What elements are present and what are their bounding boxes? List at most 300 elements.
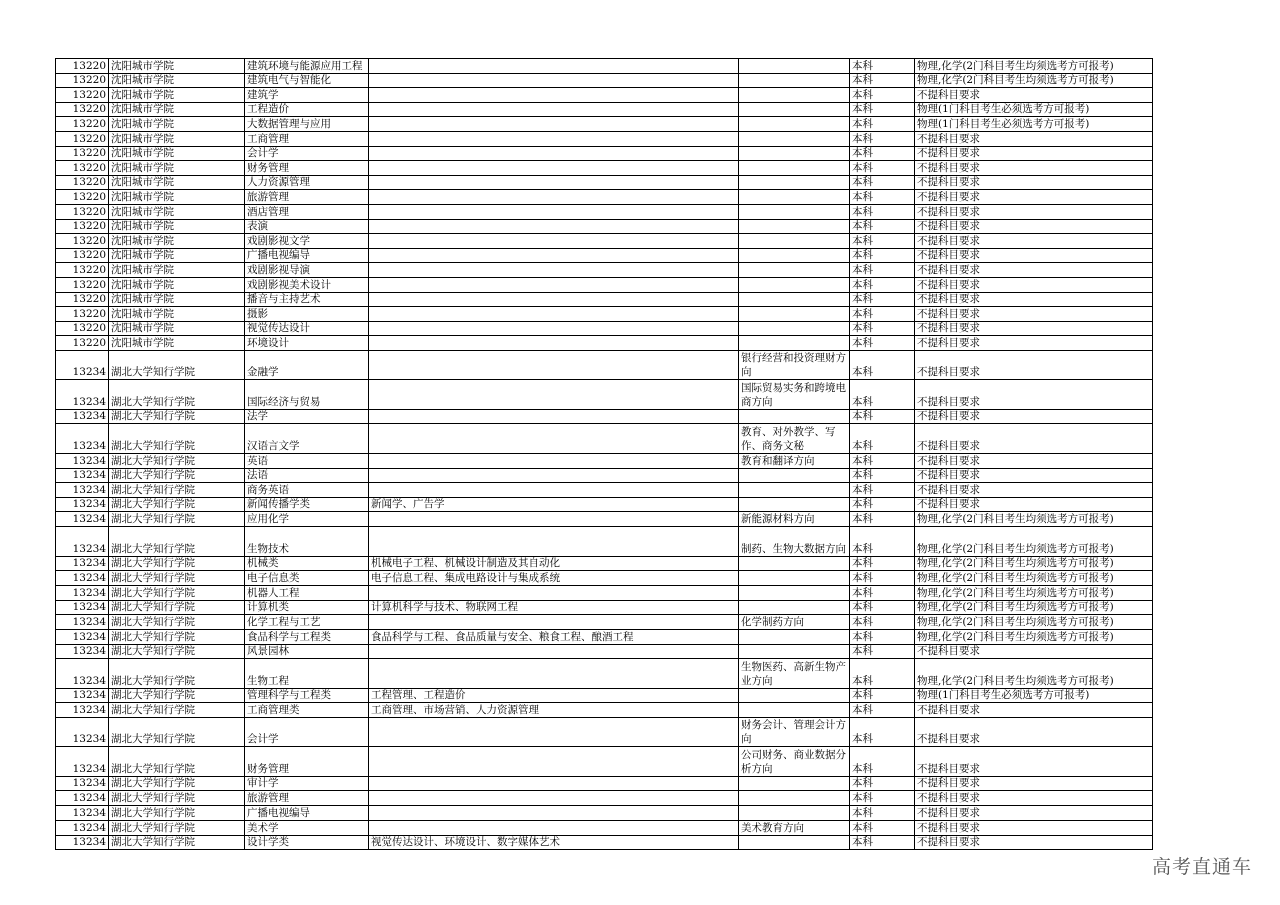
cell-level: 本科 [850, 307, 915, 322]
cell-major-name: 摄影 [245, 307, 369, 322]
cell-school-code: 13234 [56, 688, 109, 703]
cell-direction [739, 59, 850, 74]
cell-school-code: 13220 [56, 190, 109, 205]
cell-subject-requirement: 物理,化学(2门科目考生均须选考方可报考) [915, 59, 1153, 74]
cell-major-name: 工商管理类 [245, 703, 369, 718]
table-row [56, 615, 1153, 630]
cell-direction [739, 571, 850, 586]
cell-included-majors [369, 204, 739, 219]
cell-school-name: 沈阳城市学院 [109, 88, 245, 103]
cell-major-name: 广播电视编导 [245, 248, 369, 263]
table-row [56, 409, 1153, 424]
cell-school-name: 沈阳城市学院 [109, 336, 245, 351]
cell-included-majors [369, 117, 739, 132]
cell-level: 本科 [850, 350, 915, 379]
table-row [56, 820, 1153, 835]
cell-school-code: 13234 [56, 747, 109, 776]
cell-level: 本科 [850, 527, 915, 556]
table-row [56, 571, 1153, 586]
cell-major-name: 国际经济与贸易 [245, 380, 369, 409]
cell-major-name: 视觉传达设计 [245, 321, 369, 336]
table-row [56, 117, 1153, 132]
table-row [56, 717, 1153, 746]
cell-level: 本科 [850, 600, 915, 615]
cell-major-name: 戏剧影视文学 [245, 234, 369, 249]
table-row [56, 424, 1153, 453]
cell-level: 本科 [850, 791, 915, 806]
cell-included-majors: 食品科学与工程、食品质量与安全、粮食工程、酿酒工程 [369, 630, 739, 645]
cell-level: 本科 [850, 556, 915, 571]
cell-school-name: 沈阳城市学院 [109, 277, 245, 292]
cell-direction [739, 234, 850, 249]
cell-included-majors [369, 512, 739, 527]
cell-school-name: 湖北大学知行学院 [109, 776, 245, 791]
cell-included-majors [369, 468, 739, 483]
table-row [56, 747, 1153, 776]
cell-school-name: 湖北大学知行学院 [109, 512, 245, 527]
cell-level: 本科 [850, 380, 915, 409]
table-row [56, 292, 1153, 307]
cell-included-majors [369, 277, 739, 292]
cell-major-name: 戏剧影视美术设计 [245, 277, 369, 292]
cell-major-name: 金融学 [245, 350, 369, 379]
cell-school-code: 13234 [56, 512, 109, 527]
cell-included-majors [369, 219, 739, 234]
cell-level: 本科 [850, 248, 915, 263]
cell-level: 本科 [850, 820, 915, 835]
cell-school-name: 沈阳城市学院 [109, 234, 245, 249]
cell-school-code: 13220 [56, 88, 109, 103]
cell-school-name: 湖北大学知行学院 [109, 659, 245, 688]
cell-subject-requirement: 不提科目要求 [915, 424, 1153, 453]
cell-school-code: 13234 [56, 630, 109, 645]
cell-direction [739, 468, 850, 483]
cell-level: 本科 [850, 263, 915, 278]
cell-school-name: 湖北大学知行学院 [109, 586, 245, 601]
cell-level: 本科 [850, 468, 915, 483]
cell-level: 本科 [850, 497, 915, 512]
cell-school-code: 13220 [56, 146, 109, 161]
cell-subject-requirement: 物理(1门科目考生必须选考方可报考) [915, 688, 1153, 703]
cell-subject-requirement: 物理,化学(2门科目考生均须选考方可报考) [915, 586, 1153, 601]
cell-level: 本科 [850, 219, 915, 234]
table-row [56, 380, 1153, 409]
cell-level: 本科 [850, 483, 915, 498]
cell-direction: 财务会计、管理会计方向 [739, 717, 850, 746]
cell-major-name: 生物工程 [245, 659, 369, 688]
cell-school-name: 沈阳城市学院 [109, 263, 245, 278]
cell-level: 本科 [850, 146, 915, 161]
cell-direction [739, 791, 850, 806]
cell-major-name: 环境设计 [245, 336, 369, 351]
cell-school-name: 沈阳城市学院 [109, 146, 245, 161]
cell-school-name: 湖北大学知行学院 [109, 571, 245, 586]
cell-subject-requirement: 不提科目要求 [915, 453, 1153, 468]
cell-level: 本科 [850, 571, 915, 586]
cell-included-majors: 工程管理、工程造价 [369, 688, 739, 703]
cell-direction [739, 805, 850, 820]
cell-subject-requirement: 不提科目要求 [915, 791, 1153, 806]
cell-school-name: 沈阳城市学院 [109, 102, 245, 117]
cell-direction: 银行经营和投资理财方向 [739, 350, 850, 379]
cell-school-name: 沈阳城市学院 [109, 59, 245, 74]
cell-school-code: 13234 [56, 703, 109, 718]
cell-school-code: 13234 [56, 424, 109, 453]
cell-subject-requirement: 不提科目要求 [915, 776, 1153, 791]
cell-direction: 教育和翻译方向 [739, 453, 850, 468]
cell-subject-requirement: 物理,化学(2门科目考生均须选考方可报考) [915, 600, 1153, 615]
cell-major-name: 戏剧影视导演 [245, 263, 369, 278]
cell-direction [739, 307, 850, 322]
cell-included-majors [369, 424, 739, 453]
table-row [56, 161, 1153, 176]
cell-level: 本科 [850, 73, 915, 88]
cell-direction [739, 263, 850, 278]
cell-subject-requirement: 物理,化学(2门科目考生均须选考方可报考) [915, 615, 1153, 630]
cell-subject-requirement: 不提科目要求 [915, 703, 1153, 718]
cell-school-code: 13220 [56, 161, 109, 176]
cell-school-code: 13220 [56, 117, 109, 132]
cell-direction [739, 835, 850, 850]
table-row [56, 88, 1153, 103]
cell-subject-requirement: 不提科目要求 [915, 820, 1153, 835]
cell-direction: 新能源材料方向 [739, 512, 850, 527]
cell-school-name: 湖北大学知行学院 [109, 835, 245, 850]
cell-included-majors [369, 776, 739, 791]
cell-included-majors [369, 248, 739, 263]
cell-level: 本科 [850, 190, 915, 205]
cell-level: 本科 [850, 835, 915, 850]
cell-school-name: 湖北大学知行学院 [109, 805, 245, 820]
cell-subject-requirement: 不提科目要求 [915, 161, 1153, 176]
cell-school-name: 湖北大学知行学院 [109, 483, 245, 498]
table-row [56, 263, 1153, 278]
cell-major-name: 机械类 [245, 556, 369, 571]
cell-direction [739, 483, 850, 498]
cell-school-name: 沈阳城市学院 [109, 117, 245, 132]
table-row [56, 204, 1153, 219]
cell-subject-requirement: 物理,化学(2门科目考生均须选考方可报考) [915, 73, 1153, 88]
cell-subject-requirement: 不提科目要求 [915, 336, 1153, 351]
cell-level: 本科 [850, 409, 915, 424]
cell-included-majors [369, 747, 739, 776]
cell-level: 本科 [850, 424, 915, 453]
cell-school-code: 13220 [56, 102, 109, 117]
cell-school-code: 13220 [56, 292, 109, 307]
cell-school-code: 13234 [56, 497, 109, 512]
cell-school-code: 13234 [56, 717, 109, 746]
table-row [56, 336, 1153, 351]
cell-level: 本科 [850, 277, 915, 292]
cell-direction [739, 600, 850, 615]
cell-school-code: 13234 [56, 556, 109, 571]
cell-subject-requirement: 不提科目要求 [915, 497, 1153, 512]
cell-major-name: 机器人工程 [245, 586, 369, 601]
cell-school-code: 13234 [56, 571, 109, 586]
cell-subject-requirement: 不提科目要求 [915, 131, 1153, 146]
cell-level: 本科 [850, 102, 915, 117]
cell-included-majors: 新闻学、广告学 [369, 497, 739, 512]
cell-major-name: 商务英语 [245, 483, 369, 498]
cell-school-name: 湖北大学知行学院 [109, 350, 245, 379]
cell-included-majors [369, 321, 739, 336]
cell-subject-requirement: 不提科目要求 [915, 805, 1153, 820]
cell-direction [739, 190, 850, 205]
cell-included-majors [369, 88, 739, 103]
cell-major-name: 电子信息类 [245, 571, 369, 586]
cell-school-code: 13220 [56, 307, 109, 322]
cell-included-majors [369, 131, 739, 146]
cell-major-name: 化学工程与工艺 [245, 615, 369, 630]
table-row [56, 527, 1153, 556]
cell-school-name: 沈阳城市学院 [109, 248, 245, 263]
cell-major-name: 生物技术 [245, 527, 369, 556]
cell-level: 本科 [850, 88, 915, 103]
cell-included-majors [369, 527, 739, 556]
cell-school-name: 湖北大学知行学院 [109, 527, 245, 556]
cell-school-code: 13220 [56, 321, 109, 336]
cell-subject-requirement: 物理,化学(2门科目考生均须选考方可报考) [915, 512, 1153, 527]
cell-direction: 公司财务、商业数据分析方向 [739, 747, 850, 776]
table-row [56, 234, 1153, 249]
cell-subject-requirement: 物理,化学(2门科目考生均须选考方可报考) [915, 630, 1153, 645]
cell-direction: 化学制药方向 [739, 615, 850, 630]
cell-included-majors [369, 161, 739, 176]
cell-major-name: 工程造价 [245, 102, 369, 117]
cell-level: 本科 [850, 117, 915, 132]
cell-level: 本科 [850, 512, 915, 527]
cell-school-code: 13234 [56, 644, 109, 659]
cell-direction [739, 219, 850, 234]
cell-direction [739, 175, 850, 190]
cell-direction [739, 776, 850, 791]
cell-school-name: 湖北大学知行学院 [109, 409, 245, 424]
cell-school-code: 13234 [56, 483, 109, 498]
cell-school-code: 13220 [56, 234, 109, 249]
cell-direction [739, 409, 850, 424]
cell-major-name: 表演 [245, 219, 369, 234]
cell-school-code: 13234 [56, 791, 109, 806]
cell-included-majors [369, 820, 739, 835]
cell-direction [739, 336, 850, 351]
cell-direction [739, 117, 850, 132]
cell-included-majors [369, 292, 739, 307]
cell-major-name: 旅游管理 [245, 791, 369, 806]
cell-subject-requirement: 不提科目要求 [915, 248, 1153, 263]
cell-school-code: 13220 [56, 263, 109, 278]
cell-subject-requirement: 不提科目要求 [915, 204, 1153, 219]
cell-school-name: 沈阳城市学院 [109, 292, 245, 307]
cell-included-majors [369, 483, 739, 498]
cell-school-code: 13234 [56, 409, 109, 424]
cell-major-name: 管理科学与工程类 [245, 688, 369, 703]
table-row [56, 556, 1153, 571]
cell-school-name: 湖北大学知行学院 [109, 791, 245, 806]
cell-school-name: 湖北大学知行学院 [109, 644, 245, 659]
cell-included-majors [369, 146, 739, 161]
cell-included-majors [369, 190, 739, 205]
table-row [56, 219, 1153, 234]
cell-subject-requirement: 物理,化学(2门科目考生均须选考方可报考) [915, 556, 1153, 571]
cell-subject-requirement: 不提科目要求 [915, 277, 1153, 292]
cell-school-name: 湖北大学知行学院 [109, 453, 245, 468]
cell-included-majors: 视觉传达设计、环境设计、数字媒体艺术 [369, 835, 739, 850]
cell-subject-requirement: 不提科目要求 [915, 307, 1153, 322]
cell-school-name: 湖北大学知行学院 [109, 820, 245, 835]
table-row [56, 277, 1153, 292]
cell-school-code: 13234 [56, 776, 109, 791]
cell-major-name: 人力资源管理 [245, 175, 369, 190]
cell-subject-requirement: 物理(1门科目考生必须选考方可报考) [915, 102, 1153, 117]
table-row [56, 321, 1153, 336]
table-row [56, 146, 1153, 161]
cell-level: 本科 [850, 717, 915, 746]
cell-level: 本科 [850, 59, 915, 74]
cell-direction [739, 146, 850, 161]
cell-direction [739, 102, 850, 117]
cell-major-name: 会计学 [245, 717, 369, 746]
subject-requirements-table [55, 58, 1153, 850]
cell-major-name: 工商管理 [245, 131, 369, 146]
table-row [56, 630, 1153, 645]
cell-major-name: 财务管理 [245, 161, 369, 176]
cell-included-majors [369, 615, 739, 630]
cell-direction [739, 277, 850, 292]
cell-level: 本科 [850, 204, 915, 219]
cell-school-name: 沈阳城市学院 [109, 175, 245, 190]
cell-subject-requirement: 不提科目要求 [915, 292, 1153, 307]
table-row [56, 512, 1153, 527]
table-row [56, 791, 1153, 806]
cell-major-name: 审计学 [245, 776, 369, 791]
cell-major-name: 汉语言文学 [245, 424, 369, 453]
cell-subject-requirement: 不提科目要求 [915, 234, 1153, 249]
cell-school-code: 13234 [56, 615, 109, 630]
cell-subject-requirement: 不提科目要求 [915, 263, 1153, 278]
cell-included-majors [369, 336, 739, 351]
cell-subject-requirement: 不提科目要求 [915, 190, 1153, 205]
watermark-text: 高考直通车 [1151, 856, 1252, 878]
cell-included-majors [369, 234, 739, 249]
cell-major-name: 计算机类 [245, 600, 369, 615]
cell-direction [739, 321, 850, 336]
cell-school-name: 沈阳城市学院 [109, 321, 245, 336]
table-row [56, 586, 1153, 601]
cell-included-majors [369, 380, 739, 409]
table-row [56, 102, 1153, 117]
cell-school-code: 13220 [56, 204, 109, 219]
cell-direction [739, 131, 850, 146]
cell-subject-requirement: 不提科目要求 [915, 146, 1153, 161]
table-row [56, 131, 1153, 146]
cell-level: 本科 [850, 292, 915, 307]
table-row [56, 73, 1153, 88]
cell-major-name: 食品科学与工程类 [245, 630, 369, 645]
cell-level: 本科 [850, 321, 915, 336]
cell-school-code: 13220 [56, 248, 109, 263]
cell-direction [739, 644, 850, 659]
cell-included-majors [369, 307, 739, 322]
cell-major-name: 播音与主持艺术 [245, 292, 369, 307]
cell-school-name: 沈阳城市学院 [109, 204, 245, 219]
cell-major-name: 法学 [245, 409, 369, 424]
cell-school-code: 13220 [56, 336, 109, 351]
cell-school-code: 13234 [56, 380, 109, 409]
cell-direction [739, 556, 850, 571]
cell-major-name: 酒店管理 [245, 204, 369, 219]
cell-major-name: 英语 [245, 453, 369, 468]
cell-school-name: 湖北大学知行学院 [109, 615, 245, 630]
cell-direction [739, 88, 850, 103]
table-row [56, 248, 1153, 263]
cell-direction [739, 292, 850, 307]
cell-level: 本科 [850, 161, 915, 176]
cell-school-name: 湖北大学知行学院 [109, 703, 245, 718]
cell-included-majors: 电子信息工程、集成电路设计与集成系统 [369, 571, 739, 586]
cell-major-name: 风景园林 [245, 644, 369, 659]
cell-school-name: 沈阳城市学院 [109, 73, 245, 88]
cell-direction [739, 586, 850, 601]
table-row [56, 688, 1153, 703]
cell-direction [739, 73, 850, 88]
cell-level: 本科 [850, 131, 915, 146]
cell-major-name: 建筑环境与能源应用工程 [245, 59, 369, 74]
cell-level: 本科 [850, 586, 915, 601]
cell-school-name: 沈阳城市学院 [109, 190, 245, 205]
cell-subject-requirement: 不提科目要求 [915, 483, 1153, 498]
cell-school-name: 湖北大学知行学院 [109, 556, 245, 571]
cell-major-name: 旅游管理 [245, 190, 369, 205]
table-row [56, 59, 1153, 74]
cell-school-code: 13220 [56, 59, 109, 74]
cell-included-majors: 机械电子工程、机械设计制造及其自动化 [369, 556, 739, 571]
cell-included-majors [369, 717, 739, 746]
cell-subject-requirement: 不提科目要求 [915, 321, 1153, 336]
cell-direction: 生物医药、高新生物产业方向 [739, 659, 850, 688]
table-row [56, 468, 1153, 483]
cell-major-name: 应用化学 [245, 512, 369, 527]
cell-direction [739, 248, 850, 263]
cell-level: 本科 [850, 336, 915, 351]
cell-subject-requirement: 不提科目要求 [915, 717, 1153, 746]
cell-subject-requirement: 不提科目要求 [915, 380, 1153, 409]
cell-direction: 制药、生物大数据方向 [739, 527, 850, 556]
cell-included-majors [369, 350, 739, 379]
cell-school-code: 13234 [56, 805, 109, 820]
cell-included-majors [369, 175, 739, 190]
cell-level: 本科 [850, 776, 915, 791]
table-row [56, 835, 1153, 850]
cell-school-code: 13234 [56, 659, 109, 688]
cell-school-name: 湖北大学知行学院 [109, 600, 245, 615]
cell-included-majors: 计算机科学与技术、物联网工程 [369, 600, 739, 615]
cell-direction [739, 497, 850, 512]
cell-school-name: 沈阳城市学院 [109, 219, 245, 234]
cell-major-name: 大数据管理与应用 [245, 117, 369, 132]
cell-included-majors [369, 453, 739, 468]
cell-included-majors [369, 791, 739, 806]
cell-subject-requirement: 不提科目要求 [915, 219, 1153, 234]
cell-school-code: 13234 [56, 468, 109, 483]
cell-level: 本科 [850, 659, 915, 688]
table-row [56, 483, 1153, 498]
cell-subject-requirement: 物理(1门科目考生必须选考方可报考) [915, 117, 1153, 132]
cell-subject-requirement: 不提科目要求 [915, 88, 1153, 103]
cell-school-name: 沈阳城市学院 [109, 131, 245, 146]
cell-school-name: 湖北大学知行学院 [109, 630, 245, 645]
cell-school-name: 湖北大学知行学院 [109, 497, 245, 512]
cell-subject-requirement: 不提科目要求 [915, 468, 1153, 483]
